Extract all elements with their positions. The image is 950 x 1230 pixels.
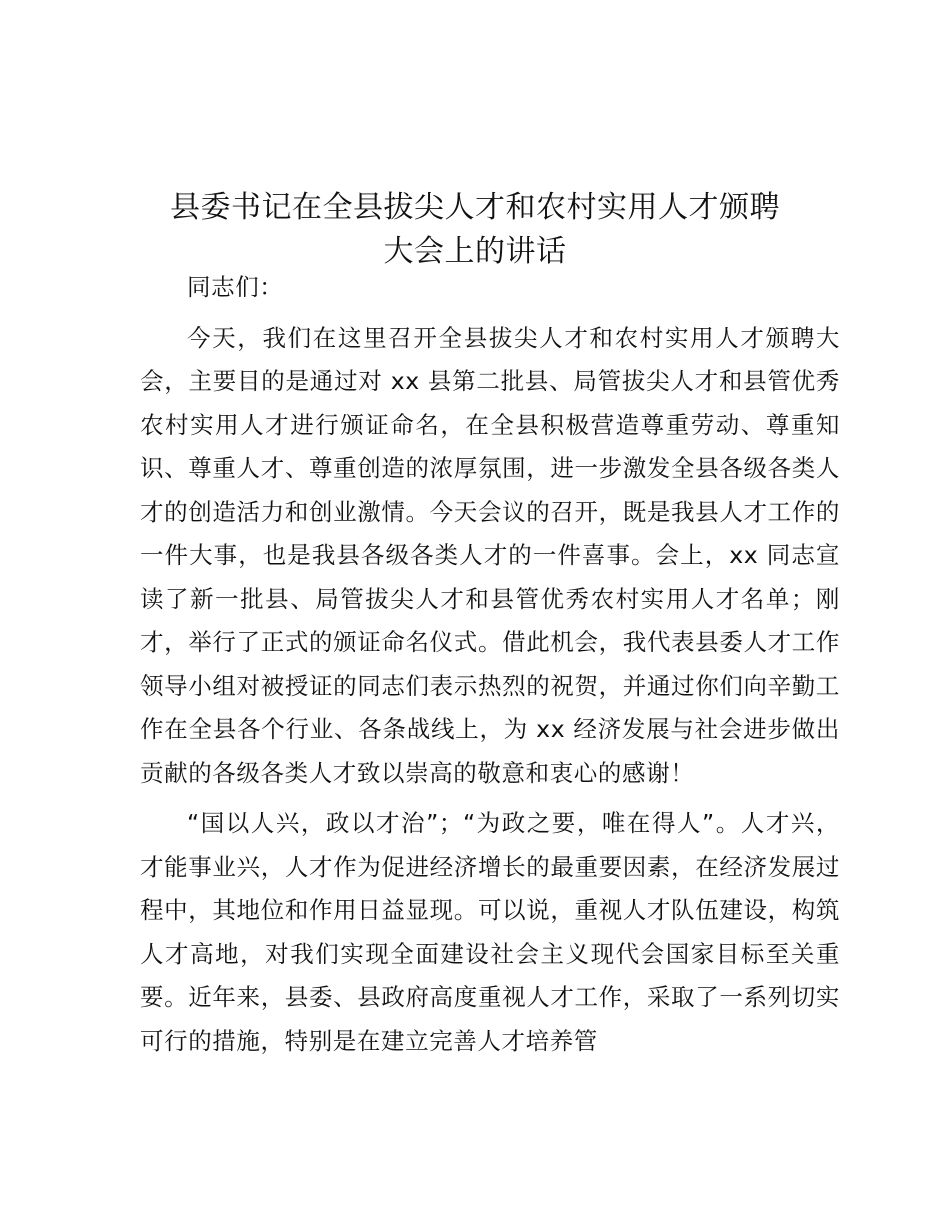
document-title	[120, 186, 830, 274]
paragraph-2: “国以人兴，政以才治”；“为政之要，唯在得人”。人才兴，才能事业兴，人才作为促进经济增长的最重要因素，在经济发展过程中，其地位和作用日益显现。可以说，重视人才队伍建设，构筑人才高地，对我们实现全面建设社会主义现代会国家目标至关重要。近年来，县委、县政府高度重视人才工作，采取了一系列切实可行的措施，特别是在建立完善人才培养管	[140, 809, 840, 1055]
title-line-1: 县委书记在全县拔尖人才和农村实用人才颁聘	[170, 190, 780, 226]
document-body	[140, 266, 840, 1063]
greeting: 同志们：	[187, 273, 284, 301]
title-line-2: 大会上的讲话	[383, 234, 567, 270]
paragraph-1: 今天，我们在这里召开全县拔尖人才和农村实用人才颁聘大会，主要目的是通过对 xx 县第二批县、局管拔尖人才和县管优秀农村实用人才进行颁证命名，在全县积极营造尊重劳动、尊重知识、尊重人才、尊重创造的浓厚氛围，进一步激发全县各级各类人才的创造活力和创业激情。今天会议的召开，既是我县人才工作的一件大事，也是我县各级各类人才的一件喜事。会上，xx 同志宣读了新一批县、局管拔尖人才和县管优秀农村实用人才名单；刚才，举行了正式的颁证命名仪式。借此机会，我代表县委人才工作领导小组对被授证的同志们表示热烈的祝贺，并通过你们向辛勤工作在全县各个行业、各条战线上，为 xx 经济发展与社会进步做出贡献的各级各类人才致以崇高的敬意和衷心的感谢！	[140, 323, 840, 787]
